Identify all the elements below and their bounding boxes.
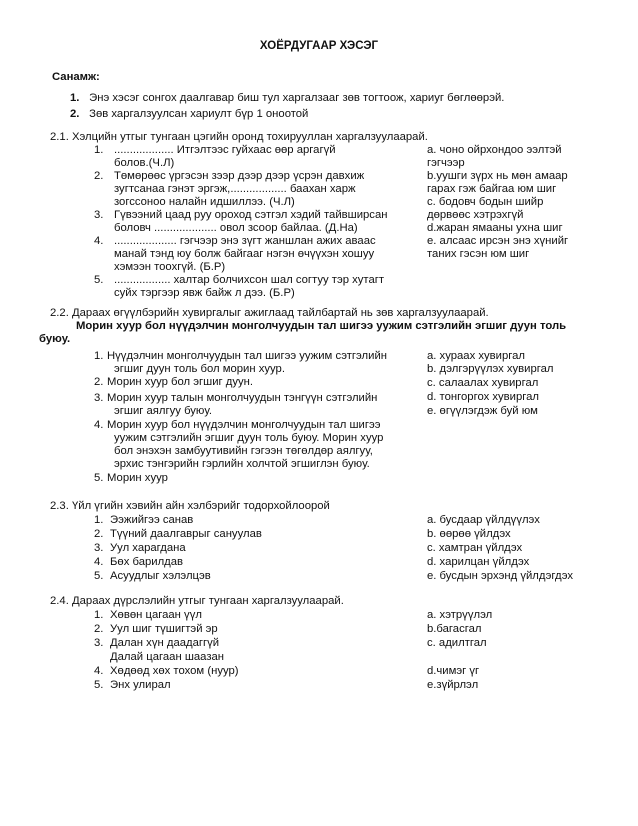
q24-item-number: 1. [94,609,104,621]
q21-item [114,209,404,235]
q22-answer: с. салаалах хувиргал [427,377,539,389]
q21-item-line: манай тэнд юу болж байгааг нэгэн өчүүхэн хошуу [114,248,375,260]
q24-item-number: 2. [94,623,104,635]
q21-answer [427,196,595,222]
notice-item [70,108,308,121]
q22-answer: b. дэлгэрүүлэх хувиргал [427,363,554,375]
section-title: ХОЁРДУГААР ХЭСЭГ [259,40,379,52]
q23-item-number: 3. [94,542,104,554]
q23-item-number: 4. [94,556,104,568]
notice-item-number: 1. [70,92,80,104]
notice-item-text: Зөв харгалзуулсан хариулт бүр 1 оноотой [89,108,309,120]
q23-item-text: Түүний даалгаврыг сануулав [110,528,262,540]
q21-item-number: 1. [94,144,104,156]
q23-item-number: 2. [94,528,104,540]
q23-answer: b. өөрөө үйлдэх [427,528,511,540]
q22-item-line: Нүүдэлчин монголчуудын тал шигээ уужим сэтгэлийн [107,350,388,362]
q24-answer: b.багасгал [427,623,482,635]
q21-item [114,235,404,274]
q22-item-line: эгшиг дуун толь бол морин хуур. [114,363,285,375]
q22-item-line: Морин хуур бол нүүдэлчин монголчуудын тал шигээ [107,419,381,431]
q24-item-line: Уул шиг түшигтэй эр [110,623,218,635]
q24-answer: а. хэтрүүлэл [427,609,493,621]
q23-answer: d. харилцан үйлдэх [427,556,530,568]
question-2-4-heading: 2.4. Дараах дүрслэлийн утгыг тунгаан харгалзуулаарай. [50,595,344,607]
q23-item [94,556,183,569]
q23-item-text: Ээжийгээ санав [110,514,194,526]
q23-item-text: Асуудлыг хэлэлцэв [110,570,211,582]
q23-answer: е. бусдын эрхэнд үйлдэгдэх [427,570,573,582]
q22-item-line: эгшиг аялгуу буюу. [114,405,213,417]
notice-item-text: Энэ хэсэг сонгох даалгавар биш тул харгалзааг зөв тогтоож, хариуг бөглөөрэй. [89,92,505,104]
q23-answer: а. бусдаар үйлдүүлэх [427,514,540,526]
q21-item-line: хэмээн тоохгүй. (Б.Р) [114,261,226,273]
q21-answer [427,170,595,196]
q24-answer: d.чимэг үг [427,665,480,677]
q21-item-line: суйх тэргээр явж байж л дээ. (Б.Р) [114,287,295,299]
q23-answer: с. хамтран үйлдэх [427,542,523,554]
q24-item-line: Далан хүн даадаггүй [110,637,220,649]
q21-item [114,144,404,170]
q21-item-number: 4. [94,235,104,247]
q22-item-line: бол энэхэн замбуутивийн гэгээн төгөлдөр аялгуу, [114,445,373,457]
q23-item-text: Уул харагдана [110,542,186,554]
q21-item-line: Төмөрөөс үргэсэн зээр дээр дээр үсрэн давхиж [114,170,365,182]
q23-item-number: 1. [94,514,104,526]
q22-sentence-line: Морин хуур бол нүүдэлчин монголчуудын тал шигээ уужим сэтгэлийн эгшиг дуун толь [76,320,567,332]
q22-item-number: 1. [94,350,104,362]
q24-item-line: Далай цагаан шаазан [110,651,225,663]
q22-item-line: Морин хуур бол эгшиг дуун. [107,376,254,388]
q21-item-line: .................... гэгчээр энэ зүгт жаншлан ажих аваас [114,235,376,247]
q23-item [94,528,262,541]
q21-item-line: .................. халтар болчихсон шал согтуу тэр хутагт [114,274,385,286]
q22-item-number: 3. [94,392,104,404]
q24-item [94,679,171,692]
q22-answer: d. тонгоргох хувиргал [427,391,540,403]
q21-answer [427,144,595,170]
q21-item-line: Гүвээний цаад руу ороход сэтгэл хэдий тайвширсан [114,209,388,221]
q21-answer-line: гарах гэж байгаа юм шиг [427,183,557,195]
q21-answer-line: таних гэсэн юм шиг [427,248,530,260]
q22-answer: е. өгүүлэгдэж буй юм [427,405,538,417]
q22-item-number: 4. [94,419,104,431]
q23-item [94,570,211,583]
q22-item-number: 5. [94,472,104,484]
q22-item-line: Морин хуур талын монголчуудын тэнгүүн сэтгэлийн [107,392,378,404]
q22-item [107,350,404,376]
q21-answer-line: с. бодовч бодын шийр [427,196,544,208]
q21-item-line: болов.(Ч.Л) [114,157,175,169]
q21-answer-line: дөрвөөс хэтрэхгүй [427,209,524,221]
q22-item-line: эрхис тэнгэрийн гэрлийн холчтой эгшиглэн буюу. [114,458,370,470]
q21-item [114,170,404,209]
notice-heading: Санамж: [52,71,100,83]
q22-item-line: уужим сэтгэлийн эгшиг дуун толь буюу. Морин хуур [114,432,384,444]
question-2-1-heading: 2.1. Хэлцийн утгыг тунгаан цэгийн оронд тохирууллан харгалзуулаарай. [50,131,428,143]
q22-item [107,419,404,471]
notice-item-number: 2. [70,108,80,120]
q24-item-line: Хөвөн цагаан үүл [110,609,202,621]
q24-item [94,609,202,622]
q21-answer-line: b.уушги зүрх нь мөн амаар [427,170,568,182]
q22-answer: а. хураах хувиргал [427,350,526,362]
q24-item-number: 5. [94,679,104,691]
q21-answer [427,235,595,261]
q24-item [94,637,219,650]
q24-answer: е.зүйрлэл [427,679,479,691]
q21-item-number: 3. [94,209,104,221]
q22-sentence-line: буюу. [39,333,71,345]
q23-item [94,542,186,555]
q21-item-line: боловч .................... овол зсоор байлаа. (Д.На) [114,222,358,234]
q21-item-line: зугтсанаа гэнэт эргэж,.................. баахан харж [114,183,356,195]
q22-item [107,472,404,485]
q22-item-number: 2. [94,376,104,388]
q24-item-number: 3. [94,637,104,649]
q24-item-line: Хөдөөд хөх тохом (нуур) [110,665,239,677]
notice-item [70,92,504,105]
q23-item-text: Бөх барилдав [110,556,184,568]
q24-item [94,623,218,636]
q24-answer: с. адилтгал [427,637,487,649]
q21-answer-line: d.жаран ямааны ухна шиг [427,222,563,234]
q21-item-line: зогссоноо налайн идшиллээ. (Ч.Л) [114,196,295,208]
q23-item [94,514,193,527]
q21-item-number: 5. [94,274,104,286]
q21-answer-line: гэгчээр [427,157,465,169]
q24-item [94,665,239,678]
q21-item-number: 2. [94,170,104,182]
q24-item-number: 4. [94,665,104,677]
q23-item-number: 5. [94,570,104,582]
q21-item-line: ................... Итгэлтээс гуйхаас өөр аргагүй [114,144,336,156]
q22-item [107,392,404,418]
q21-answer-line: е. алсаас ирсэн энэ хүнийг [427,235,569,247]
q21-answer [427,222,595,235]
q21-item [114,274,404,300]
q24-item-line: Энх улирал [110,679,171,691]
question-2-2-heading: 2.2. Дараах өгүүлбэрийн хувиргалыг ажиглаад тайлбартай нь зөв харгалзуулаарай. [50,307,489,319]
question-2-3-heading: 2.3. Үйл үгийн хэвийн айн хэлбэрийг тодорхойлоорой [50,500,330,512]
q22-item [107,376,404,389]
q22-item-line: Морин хуур [107,472,168,484]
q21-answer-line: а. чоно ойрхондоо ээлтэй [427,144,562,156]
